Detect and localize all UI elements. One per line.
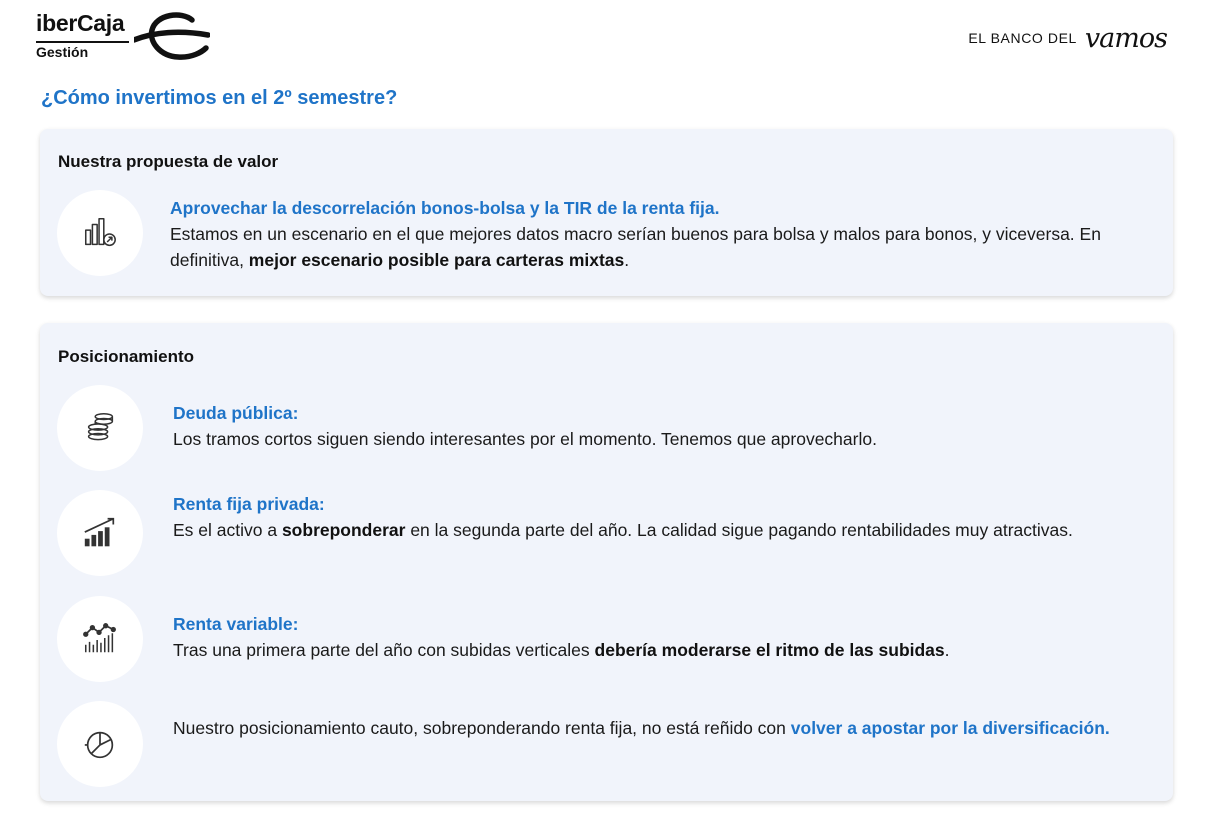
item-heading: Deuda pública:	[173, 403, 299, 423]
euro-logo-icon	[134, 12, 210, 60]
value-heading: Aprovechar la descorrelación bonos-bolsa y la TIR de la renta fija.	[170, 198, 720, 218]
item-text-bold: debería moderarse el ritmo de las subidas	[594, 640, 945, 660]
item-heading: Renta variable:	[173, 614, 299, 634]
positioning-card-title: Posicionamiento	[58, 347, 195, 366]
list-item	[173, 400, 1137, 452]
item-text-before: Nuestro posicionamiento cauto, sobreponderando renta fija, no está reñido con	[173, 718, 791, 738]
list-item	[173, 715, 1137, 741]
tagline	[968, 20, 1167, 56]
coins-stack-icon	[81, 409, 119, 447]
tagline-vamos: vamos	[1084, 22, 1167, 54]
ibercaja-gestion-logo	[36, 10, 216, 62]
item-text: Los tramos cortos siguen siendo interesantes por el momento. Tenemos que aprovecharlo.	[173, 429, 877, 449]
item-icon-circle	[57, 490, 143, 576]
item-text-after: en la segunda parte del año. La calidad sigue pagando rentabilidades muy atractivas.	[405, 520, 1073, 540]
value-card-title: Nuestra propuesta de valor	[58, 152, 279, 171]
item-text-bold: sobreponderar	[281, 520, 406, 540]
value-body-bold: mejor escenario posible para carteras mixtas	[248, 250, 625, 270]
logo-sub-text: Gestión	[36, 44, 89, 60]
value-icon-circle	[57, 190, 143, 276]
positioning-card	[40, 323, 1173, 801]
value-body: Estamos en un escenario en el que mejores datos macro serían buenos para bolsa y malos para bonos, y viceversa. En definitiva,	[170, 224, 1101, 270]
item-text-before: Tras una primera parte del año con subidas verticales	[173, 640, 595, 660]
item-heading: Renta fija privada:	[173, 494, 325, 514]
bar-chart-up-icon	[81, 514, 119, 552]
list-item	[173, 611, 1137, 663]
value-body-end: .	[624, 250, 630, 270]
item-text-highlight: volver a apostar por la diversificación.	[790, 718, 1110, 738]
value-text	[170, 195, 1150, 273]
logo-rule	[36, 41, 129, 43]
value-proposition-card	[40, 129, 1173, 296]
pie-chart-icon	[81, 725, 119, 763]
item-text-before: Es el activo a	[173, 520, 282, 540]
page-title: ¿Cómo invertimos en el 2º semestre?	[41, 87, 398, 109]
list-item	[173, 491, 1137, 543]
item-icon-circle	[57, 385, 143, 471]
item-text-after: .	[944, 640, 950, 660]
logo-brand-text: iberCaja	[36, 10, 125, 36]
item-icon-circle	[57, 596, 143, 682]
line-chart-icon	[81, 620, 119, 658]
tagline-prefix: EL BANCO DEL	[968, 30, 1077, 46]
chart-growth-icon	[81, 214, 119, 252]
item-icon-circle	[57, 701, 143, 787]
